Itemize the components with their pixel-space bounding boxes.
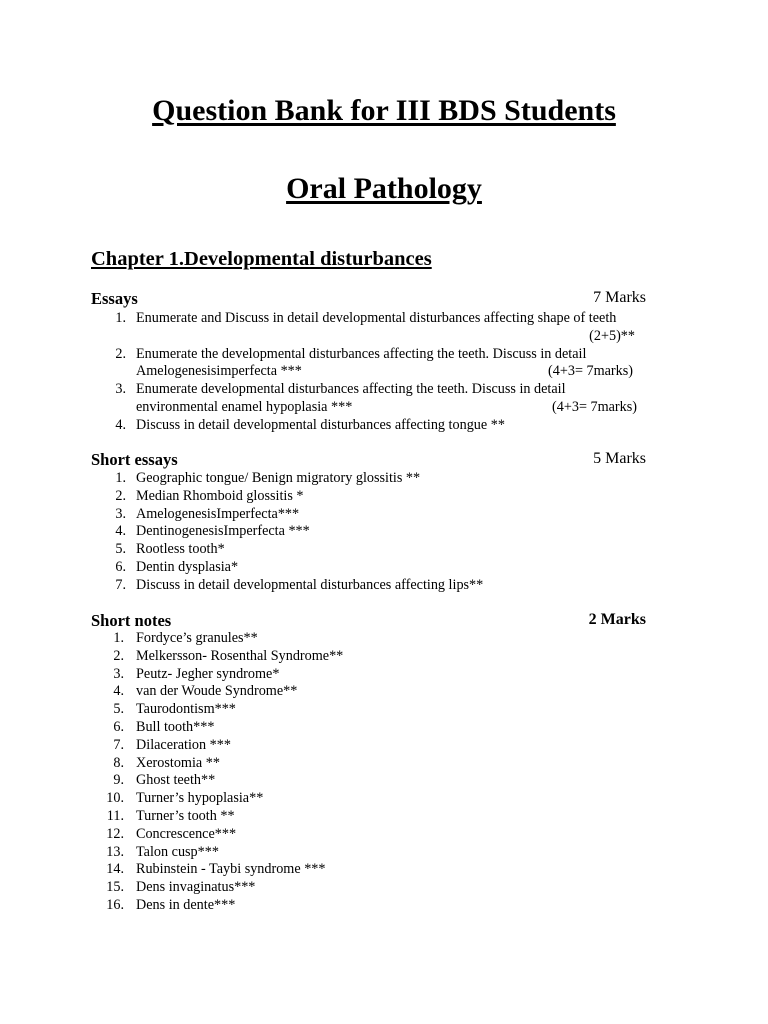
list-item: 8. Xerostomia ** [113, 754, 220, 771]
question-text: Taurodontism*** [136, 701, 236, 718]
question-text: Bull tooth*** [136, 718, 215, 735]
short-notes-heading: Short notes [91, 611, 172, 630]
list-item: 1. Enumerate and Discuss in detail developmental disturbances affecting shape of teeth (2+5)** [91, 310, 647, 346]
question-text: Enumerate and Discuss in detail developmental disturbances affecting shape of teeth [136, 310, 617, 326]
subject-title: Oral Pathology [286, 172, 482, 205]
question-text: environmental enamel hypoplasia *** [136, 398, 353, 415]
essays-list [91, 310, 647, 435]
list-item: 4. van der Woude Syndrome** [113, 683, 298, 700]
question-text: Talon cusp*** [136, 843, 219, 860]
question-text: van der Woude Syndrome** [136, 683, 298, 700]
page-title: Question Bank for III BDS Students [152, 94, 616, 127]
question-marks: (4+3= 7marks) [552, 398, 637, 415]
question-text: Rootless tooth* [136, 541, 225, 558]
list-item: 2. Melkersson- Rosenthal Syndrome** [113, 647, 344, 664]
short-essays-list [91, 470, 647, 595]
list-item: 14. Rubinstein - Taybi syndrome *** [106, 861, 326, 878]
list-item: 2. Median Rhomboid glossitis * [115, 487, 304, 504]
list-item: 5. Taurodontism*** [113, 701, 236, 718]
list-item: 5. Rootless tooth* [115, 541, 225, 558]
short-notes-marks: 2 Marks [588, 611, 646, 628]
list-item: 3. Peutz- Jegher syndrome* [113, 665, 280, 682]
question-text: Discuss in detail developmental disturbances affecting lips** [136, 576, 484, 593]
list-item: 13. Talon cusp*** [106, 843, 219, 860]
chapter-heading: Chapter 1.Developmental disturbances [91, 248, 432, 270]
list-item: 2. Enumerate the developmental disturbances affecting the teeth. Discuss in detail Amelogenesisimperfecta *** (4+3= 7marks) [91, 346, 647, 382]
question-text: Melkersson- Rosenthal Syndrome** [136, 647, 344, 664]
list-item: 1. Fordyce’s granules** [113, 630, 258, 646]
short-essays-marks: 5 Marks [593, 450, 646, 467]
list-item: 11. Turner’s tooth ** [106, 807, 235, 824]
question-text: Rubinstein - Taybi syndrome *** [136, 861, 326, 878]
question-text: Ghost teeth** [136, 772, 216, 789]
essays-marks: 7 Marks [593, 289, 646, 306]
question-text: Xerostomia ** [136, 754, 220, 771]
essays-section-header [91, 289, 646, 311]
question-text: Turner’s hypoplasia** [136, 790, 264, 807]
list-item: 3. Enumerate developmental disturbances affecting the teeth. Discuss in detail environmental enamel hypoplasia *** (4+3= 7marks) [91, 381, 647, 417]
essays-heading: Essays [91, 289, 138, 308]
question-text: Dens invaginatus*** [136, 879, 256, 896]
short-notes-list [91, 630, 647, 915]
list-item: 3. AmelogenesisImperfecta*** [115, 505, 300, 522]
short-essays-heading: Short essays [91, 450, 178, 469]
list-item: 4. Discuss in detail developmental disturbances affecting tongue ** [91, 417, 647, 435]
list-item: 9. Ghost teeth** [113, 772, 216, 789]
question-text: Amelogenesisimperfecta *** [136, 363, 302, 380]
question-marks: (4+3= 7marks) [548, 363, 633, 380]
question-text: Geographic tongue/ Benign migratory glossitis ** [136, 470, 421, 486]
question-text: Dilaceration *** [136, 736, 231, 753]
question-text: Dentin dysplasia* [136, 558, 239, 575]
short-essays-section-header [91, 450, 646, 472]
question-text: Dens in dente*** [136, 896, 236, 913]
list-item: 16. Dens in dente*** [106, 896, 236, 913]
question-text: DentinogenesisImperfecta *** [136, 523, 310, 540]
question-text: Fordyce’s granules** [136, 630, 258, 646]
question-text: Enumerate developmental disturbances affecting the teeth. Discuss in detail [136, 381, 566, 398]
question-text: Concrescence*** [136, 825, 237, 842]
question-text: Enumerate the developmental disturbances affecting the teeth. Discuss in detail [136, 345, 587, 362]
list-item: 7. Discuss in detail developmental disturbances affecting lips** [115, 576, 484, 593]
question-text: Turner’s tooth ** [136, 807, 235, 824]
list-item: 15. Dens invaginatus*** [106, 879, 256, 896]
list-item: 10. Turner’s hypoplasia** [106, 790, 264, 807]
list-item: 12. Concrescence*** [106, 825, 237, 842]
list-item: 1. Geographic tongue/ Benign migratory glossitis ** [115, 470, 421, 486]
question-marks: (2+5)** [589, 327, 635, 344]
question-text: Median Rhomboid glossitis * [136, 487, 304, 504]
question-text: Peutz- Jegher syndrome* [136, 665, 280, 682]
list-item: 7. Dilaceration *** [113, 736, 231, 753]
list-item: 6. Bull tooth*** [113, 718, 215, 735]
question-text: Discuss in detail developmental disturbances affecting tongue ** [136, 416, 505, 433]
question-text: AmelogenesisImperfecta*** [136, 505, 300, 522]
list-item: 4. DentinogenesisImperfecta *** [115, 523, 310, 540]
list-item: 6. Dentin dysplasia* [115, 558, 239, 575]
